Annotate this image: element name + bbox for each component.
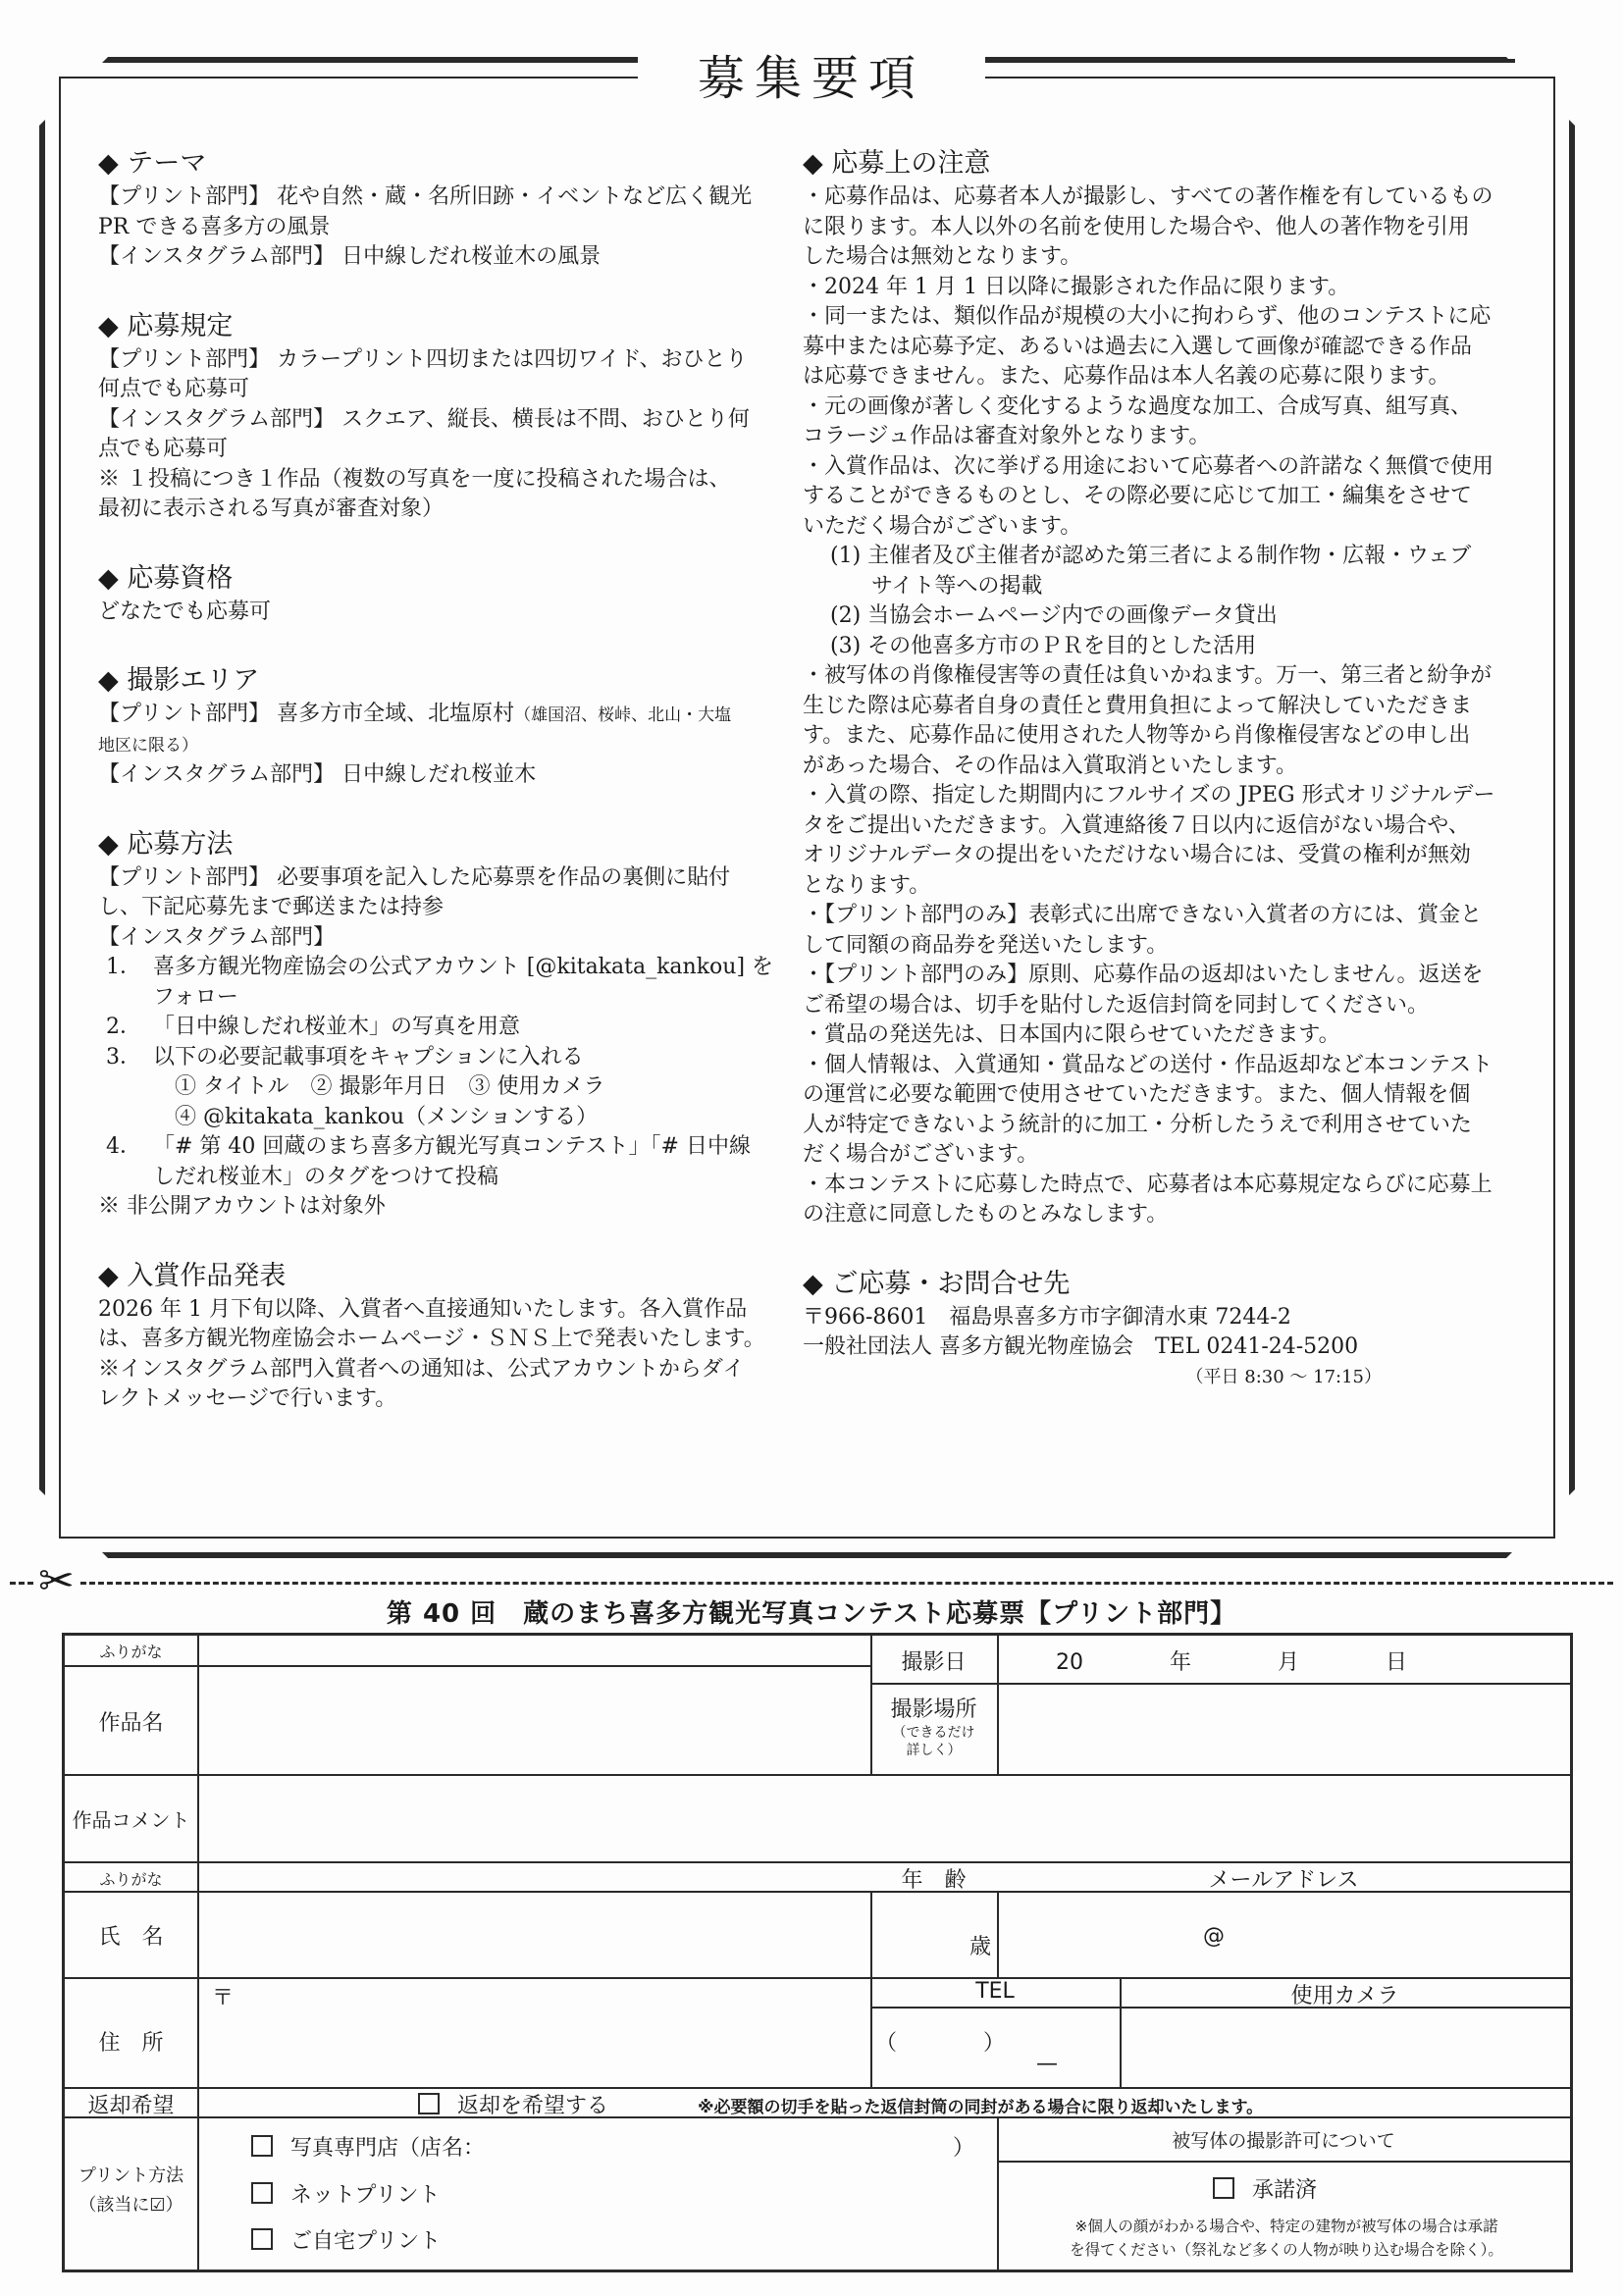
shoot-date-field[interactable]: 20 年 月 日 (1056, 1650, 1407, 1675)
notes-line: は応募できません。また、応募作品は本人名義の応募に限ります。 (803, 364, 1450, 389)
method-insta-label: 【インスタグラム部門】 (98, 924, 336, 950)
area-line: 【インスタグラム部門】 日中線しだれ桜並木 (98, 762, 537, 787)
furigana-label: ふりがな (99, 1643, 163, 1661)
usage-item: サイト等への掲載 (830, 573, 1043, 599)
notes-line: 人が特定できないよう統計的に加工・分析したうえで利用させていた (803, 1112, 1473, 1137)
furigana2-label: ふりがな (99, 1870, 163, 1889)
email-label: メールアドレス (1208, 1868, 1359, 1893)
title-rule-left (108, 59, 638, 78)
age-field[interactable] (871, 1893, 969, 1977)
notes-line: ・被写体の肖像権侵害等の責任は負いかねます。万一、第三者と紛争が (803, 663, 1492, 688)
area-line (98, 700, 785, 731)
contact-address: 〒966-8601 福島県喜多方市字御清水東 7244-2 (803, 1304, 1291, 1330)
work-name-label: 作品名 (98, 1711, 164, 1736)
notes-line: 募中または応募予定、あるいは過去に入選して画像が確認できる作品 (803, 334, 1473, 359)
method-print-line: 【プリント部門】 必要事項を記入した応募票を作品の裏側に貼付 (98, 864, 731, 890)
notes-line: いただく場合がございます。 (803, 513, 1082, 539)
return-option[interactable]: 返却を希望する (418, 2089, 608, 2119)
contact-org: 一般社団法人 喜多方観光物産協会 TEL 0241-24-5200 (803, 1334, 1359, 1359)
announce-line: レクトメッセージで行います。 (98, 1386, 397, 1411)
method-option-store[interactable]: 写真専門店（店名： (251, 2131, 485, 2162)
eligibility-line: どなたでも応募可 (98, 599, 272, 624)
rules-line: 何点でも応募可 (98, 377, 250, 401)
announce-heading: ◆ 入賞作品発表 (98, 1260, 287, 1291)
notes-line: ・賞品の発送先は、日本国内に限らせていただきます。 (803, 1022, 1340, 1047)
theme-heading: ◆ テーマ (98, 148, 207, 179)
email-at: @ (1203, 1924, 1225, 1949)
usage-item: (3) その他喜多方市のＰＲを目的とした活用 (830, 633, 1257, 658)
area-line-main: 【プリント部門】 喜多方市全域、北塩原村 (98, 702, 515, 726)
checkbox[interactable] (251, 2182, 273, 2204)
method-option-net[interactable]: ネットプリント (251, 2178, 440, 2209)
contact-heading: ◆ ご応募・お問合せ先 (803, 1268, 1071, 1299)
camera-label: 使用カメラ (1290, 1984, 1399, 2009)
theme-line: PR できる喜多方の風景 (98, 214, 331, 239)
permission-option[interactable]: 承諾済 (1213, 2173, 1317, 2204)
notes-line: ・個人情報は、入賞通知・賞品などの送付・作品返却など本コンテスト (803, 1052, 1493, 1077)
method-store-close: ） (953, 2136, 975, 2161)
work-name-field[interactable] (198, 1667, 870, 1774)
scissors-icon: ✂ (34, 1562, 79, 1601)
area-heading: ◆ 撮影エリア (98, 665, 260, 696)
notes-line: ご希望の場合は、切手を貼付した返信封筒を同封してください。 (803, 992, 1430, 1018)
notes-line: ・【プリント部門のみ】原則、応募作品の返却はいたしません。返送を (803, 963, 1484, 987)
notes-line: ・2024 年 1 月 1 日以降に撮影された作品に限ります。 (803, 274, 1350, 299)
print-method-label: プリント方法 （該当に☑） (78, 2166, 184, 2216)
rules-line: 【インスタグラム部門】 スクエア、縦長、横長は不問、おひとり何 (98, 406, 750, 432)
rules-line: ※ １投稿につき１作品（複数の写真を一度に投稿された場合は、 (98, 466, 731, 492)
title-rule-right (985, 59, 1515, 78)
postal-mark: 〒 (212, 1986, 235, 2010)
address-field[interactable] (198, 1979, 870, 2087)
notes-line: があった場合、その作品は入賞取消といたします。 (803, 753, 1298, 778)
notes-line: ・応募作品は、応募者本人が撮影し、すべての著作権を有しているもの (803, 184, 1493, 209)
right-column (803, 145, 1529, 1392)
checkbox[interactable] (251, 2135, 273, 2157)
permission-note: ※個人の顔がわかる場合や、特定の建物が被写体の場合は承諾 を得てください（祭礼など多くの人物が映り込む場合を除く）。 (1070, 2218, 1503, 2259)
announce-line: 2026 年 1 月下旬以降、入賞者へ直接通知いたします。各入賞作品 (98, 1296, 748, 1322)
theme-line: 【プリント部門】 花や自然・蔵・名所旧跡・イベントなど広く観光 (98, 184, 753, 209)
theme-line: 【インスタグラム部門】 日中線しだれ桜並木の風景 (98, 244, 602, 269)
return-label: 返却希望 (87, 2094, 175, 2118)
return-note: ※必要額の切手を貼った返信封筒の同封がある場合に限り返却いたします。 (698, 2098, 1264, 2117)
notes-line: に限ります。本人以外の名前を使用した場合や、他人の著作物を引用 (803, 214, 1470, 239)
notes-line: の注意に同意したものとみなします。 (803, 1202, 1169, 1226)
notes-line: の運営に必要な範囲で使用させていただきます。また、個人情報を個 (803, 1082, 1471, 1107)
age-unit: 歳 (969, 1935, 992, 1959)
tel-format[interactable]: （ ） (875, 2031, 1006, 2056)
usage-item: (2) 当協会ホームページ内での画像データ貸出 (830, 603, 1278, 628)
notes-line: した場合は無効となります。 (803, 244, 1082, 269)
method-note: ※ 非公開アカウントは対象外 (98, 1194, 386, 1219)
eligibility-heading: ◆ 応募資格 (98, 562, 234, 594)
checkbox[interactable] (1213, 2177, 1234, 2199)
notes-line: ・入賞作品は、次に挙げる用途において応募者への許諾なく無償で使用 (803, 453, 1494, 479)
area-line-detail: （雄国沼、桜峠、北山・大塩 (514, 705, 732, 725)
shoot-place-label: 撮影場所 (890, 1697, 977, 1722)
method-heading: ◆ 応募方法 (98, 828, 234, 860)
title-box (638, 39, 985, 118)
notes-line: となります。 (803, 872, 931, 898)
form-title: 第 40 回 蔵のまち喜多方観光写真コンテスト応募票【プリント部門】 (386, 1599, 1237, 1629)
notes-line: コラージュ作品は審査対象外となります。 (803, 424, 1211, 448)
notes-line: ・【プリント部門のみ】表彰式に出席できない入賞者の方には、賞金と (803, 903, 1483, 927)
notes-line: ・本コンテストに応募した時点で、応募者は本応募規定ならびに応募上 (803, 1172, 1492, 1197)
notes-line: タをご提出いただきます。入賞連絡後７日以内に返信がない場合や、 (803, 812, 1470, 838)
announce-line: は、喜多方観光物産協会ホームページ・ＳＮＳ上で発表いたします。 (98, 1327, 765, 1351)
comment-label: 作品コメント (72, 1808, 190, 1832)
notes-line: だく場合がございます。 (803, 1142, 1039, 1167)
notes-line: ・入賞の際、指定した期間内にフルサイズの JPEG 形式オリジナルデー (803, 783, 1495, 808)
rules-line: 最初に表示される写真が審査対象） (98, 496, 445, 521)
notes-line: す。また、応募作品に使用された人物等から肖像権侵害などの申し出 (803, 723, 1471, 748)
method-step: 3． 以下の必要記載事項をキャプションに入れる ① タイトル ② 撮影年月日 ③ 使用カメラ ④ @kitakata_kankou（メンションする） (106, 1044, 605, 1129)
method-step: 1． 喜多方観光物産協会の公式アカウント [@kitakata_kankou] を フォロー (106, 955, 774, 1010)
left-column (98, 145, 785, 1415)
notes-heading: ◆ 応募上の注意 (803, 148, 991, 179)
shoot-date-label: 撮影日 (901, 1650, 967, 1675)
notes-line: することができるものとし、その際必要に応じて加工・編集をさせて (803, 484, 1473, 508)
age-label: 年 齢 (901, 1868, 967, 1893)
notes-line: 生じた際は応募者自身の責任と費用負担によって解決していただきま (803, 693, 1473, 718)
announce-line: ※インスタグラム部門入賞者への通知は、公式アカウントからダイ (98, 1356, 745, 1382)
tel-dash: — (1036, 2052, 1058, 2076)
method-step: 4． 「# 第 40 回蔵のまち喜多方観光写真コンテスト」「# 日中線 しだれ桜並木」のタグをつけて投稿 (106, 1134, 751, 1189)
comment-field[interactable] (198, 1776, 1570, 1861)
furigana-field[interactable] (198, 1636, 870, 1665)
notes-line: オリジナルデータの提出をいただけない場合には、受賞の権利が無効 (803, 843, 1471, 867)
rules-heading: ◆ 応募規定 (98, 310, 234, 341)
method-print-line: し、下記応募先まで郵送または持参 (98, 895, 445, 919)
notes-line: して同額の商品券を発送いたします。 (803, 932, 1169, 958)
checkbox[interactable] (418, 2093, 440, 2114)
checkbox[interactable] (251, 2228, 273, 2250)
usage-item: (1) 主催者及び主催者が認めた第三者による制作物・広報・ウェブ (830, 544, 1472, 568)
address-label: 住 所 (98, 2031, 164, 2056)
permission-title: 被写体の撮影許可について (1172, 2130, 1395, 2152)
name-label: 氏 名 (98, 1925, 164, 1950)
shoot-place-field[interactable] (998, 1685, 1570, 1774)
notes-line: ・元の画像が著しく変化するような過度な加工、合成写真、組写真、 (803, 393, 1473, 419)
name-field[interactable] (198, 1893, 870, 1977)
method-step: 2． 「日中線しだれ桜並木」の写真を用意 (106, 1015, 521, 1039)
tel-label: TEL (975, 1979, 1015, 2004)
rules-line: 点でも応募可 (98, 437, 229, 461)
method-option-home[interactable]: ご自宅プリント (251, 2224, 441, 2255)
contact-hours: （平日 8:30 〜 17:15） (1185, 1366, 1382, 1387)
notes-line: ・同一または、類似作品が規模の大小に拘わらず、他のコンテストに応 (803, 304, 1492, 329)
area-line: 地区に限る） (98, 735, 198, 756)
entry-form (62, 1633, 1573, 2272)
camera-field[interactable] (1122, 2009, 1570, 2087)
cut-line (10, 1582, 1613, 1585)
rules-line: 【プリント部門】 カラープリント四切または四切ワイド、おひとり (98, 346, 748, 372)
shoot-place-note: （できるだけ 詳しく） (892, 1725, 975, 1758)
page-title: 募集要項 (697, 51, 925, 106)
